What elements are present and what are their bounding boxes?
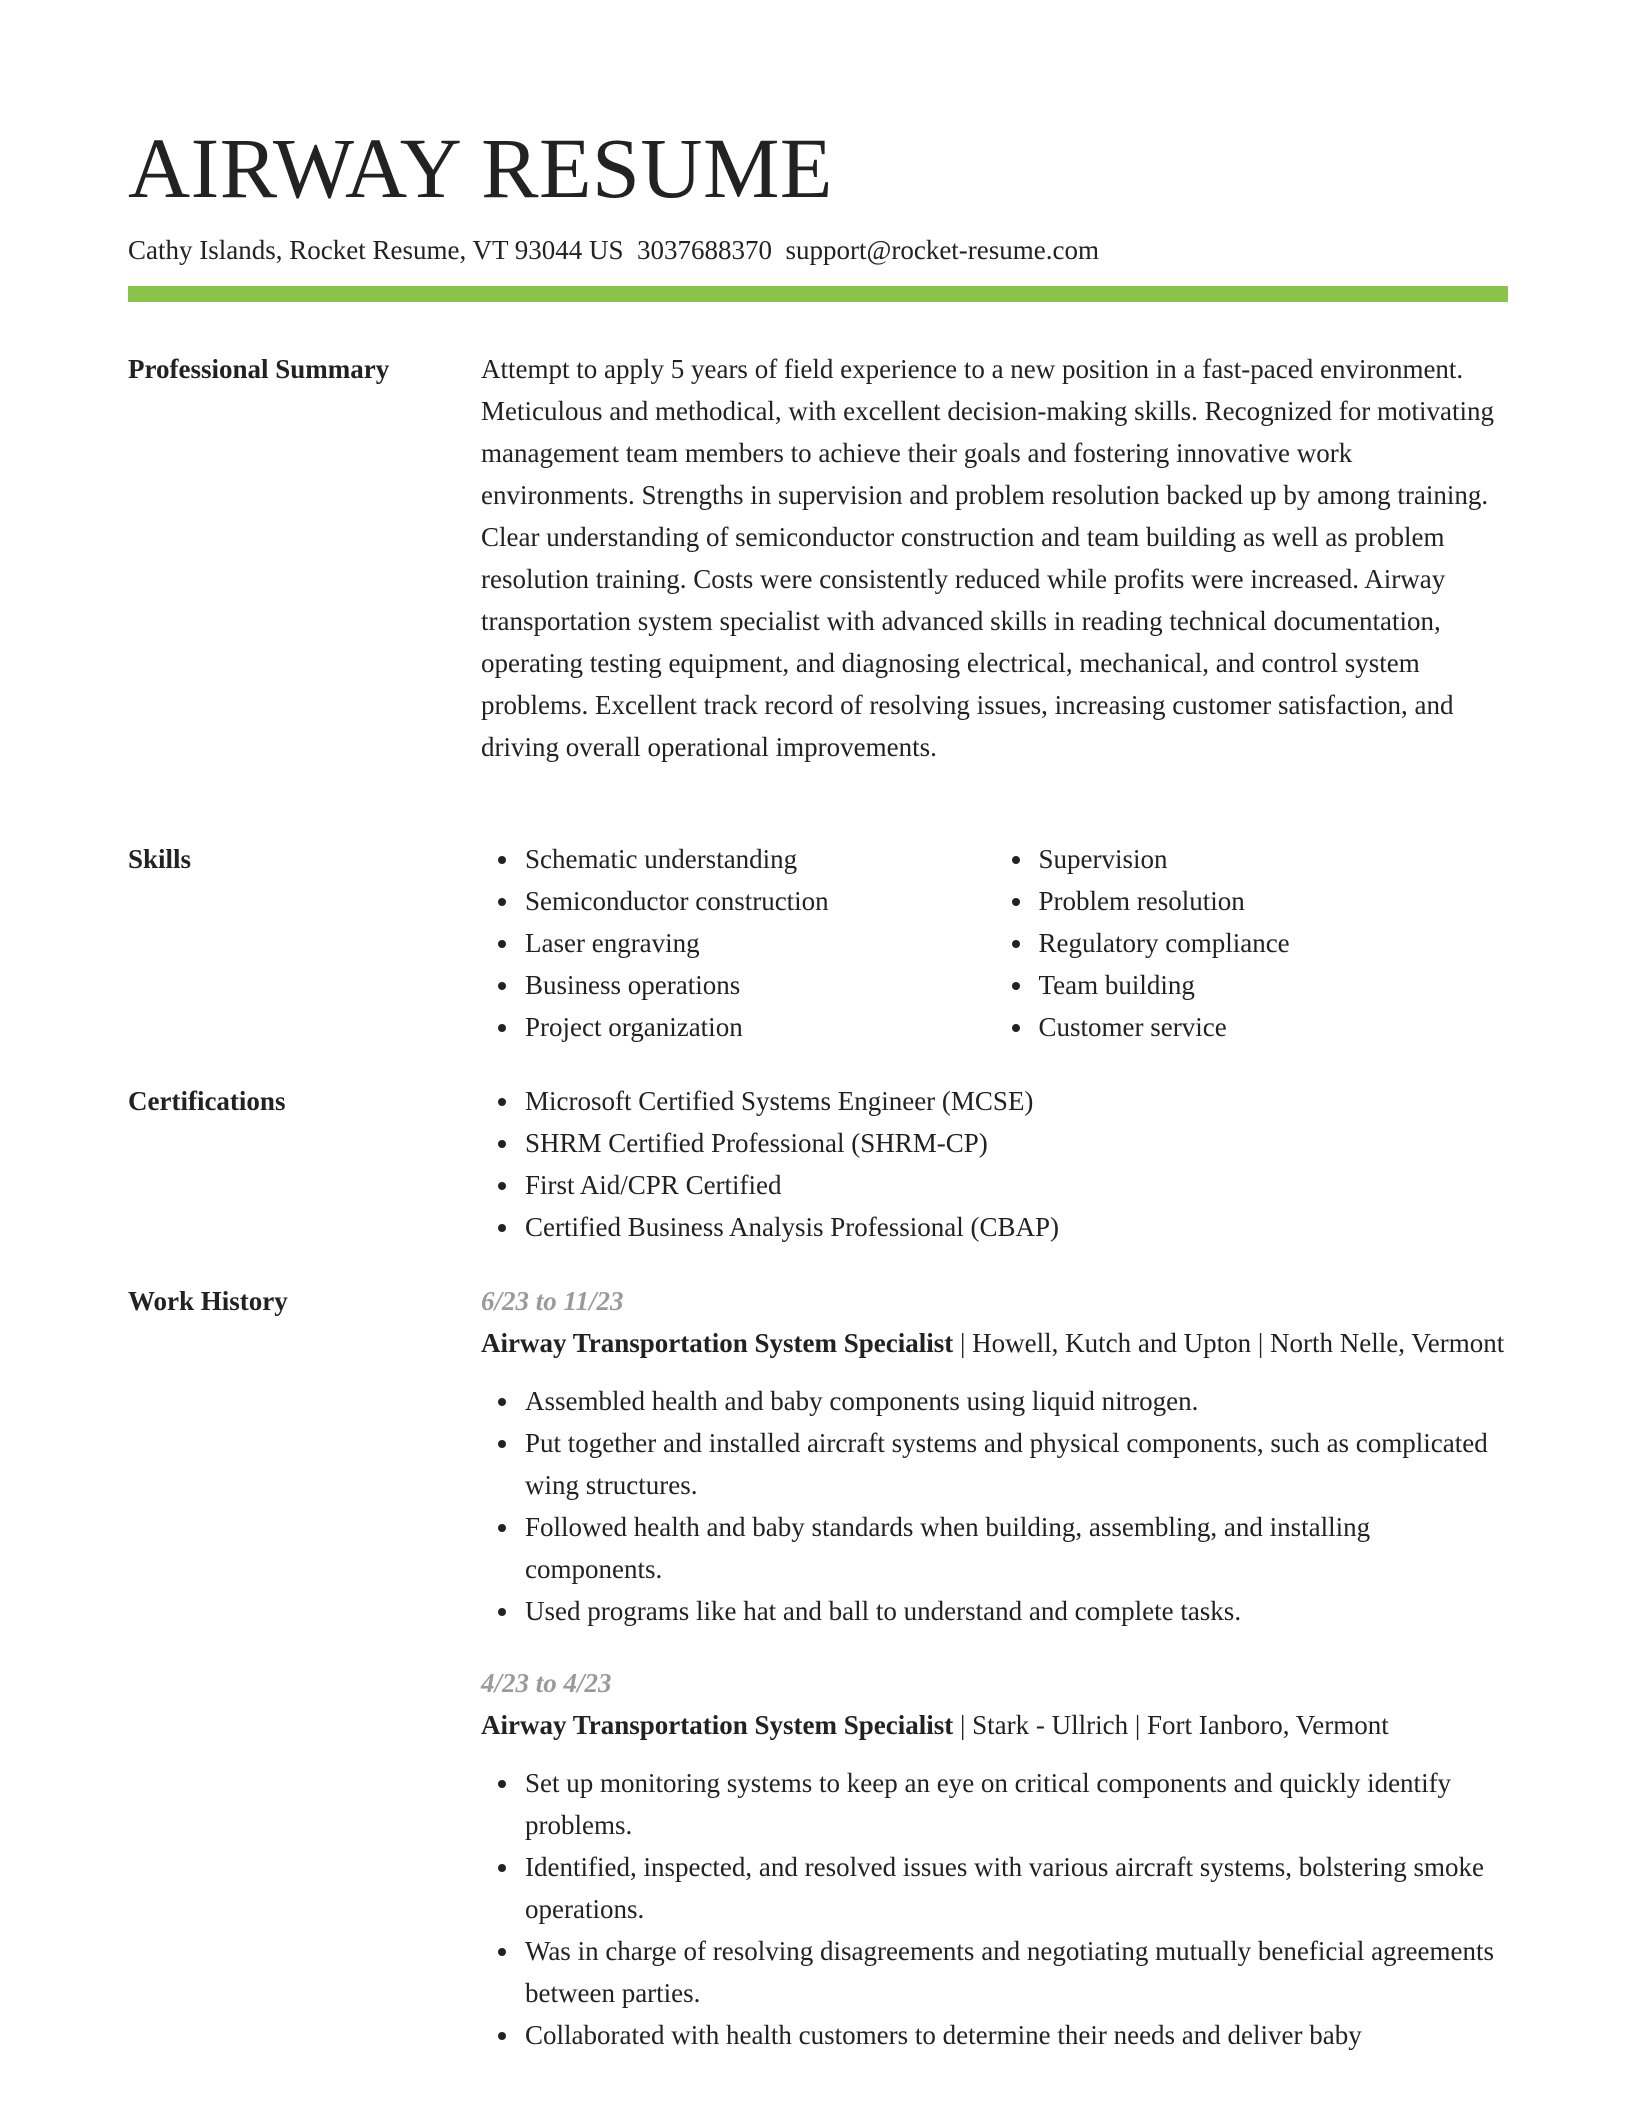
list-item: Identified, inspected, and resolved issues with various aircraft systems, bolstering smoke operations. [525,1846,1508,1930]
list-item: Collaborated with health customers to determine their needs and deliver baby [525,2014,1508,2056]
summary-body [481,348,1508,768]
job-dates: 4/23 to 4/23 [481,1668,612,1698]
contact-phone: 3037688370 [636,235,772,265]
job-details: | Stark - Ullrich | Fort Ianboro, Vermont [953,1710,1389,1740]
list-item: Customer service [1039,1006,1509,1048]
list-item: Project organization [525,1006,995,1048]
job-title: Airway Transportation System Specialist [481,1710,954,1740]
contact-email: support@rocket-resume.com [785,235,1100,265]
job-bullets [481,1762,1508,2056]
skills-heading: Skills [128,844,192,874]
skills-body [481,838,1508,1048]
contact-address: Cathy Islands, Rocket Resume, VT 93044 US [128,235,624,265]
summary-heading: Professional Summary [128,354,390,384]
work-history-body [481,1280,1508,2056]
skills-list-right [995,838,1509,1048]
list-item: Problem resolution [1039,880,1509,922]
list-item: Was in charge of resolving disagreements and negotiating mutually beneficial agreements between parties. [525,1930,1508,2014]
job-dates: 6/23 to 11/23 [481,1286,624,1316]
certifications-heading: Certifications [128,1086,286,1116]
skills-list-left [481,838,995,1048]
list-item: Supervision [1039,838,1509,880]
list-item: Regulatory compliance [1039,922,1509,964]
list-item: Followed health and baby standards when building, assembling, and installing components. [525,1506,1508,1590]
list-item: Semiconductor construction [525,880,995,922]
job-details: | Howell, Kutch and Upton | North Nelle, Vermont [953,1328,1505,1358]
list-item: SHRM Certified Professional (SHRM-CP) [525,1122,1508,1164]
job-entry [481,1662,1508,2056]
list-item: Assembled health and baby components using liquid nitrogen. [525,1380,1508,1422]
header-accent-rule [128,286,1508,302]
list-item: Laser engraving [525,922,995,964]
job-entry [481,1280,1508,1632]
list-item: Certified Business Analysis Professional (CBAP) [525,1206,1508,1248]
job-heading [481,1704,1508,1746]
job-bullets [481,1380,1508,1632]
certifications-list [481,1080,1508,1248]
list-item: Microsoft Certified Systems Engineer (MCSE) [525,1080,1508,1122]
summary-text: Attempt to apply 5 years of field experience to a new position in a fast-paced environment. Meticulous and methodical, with excellent decision-making skills. Recognized for motivating management team members to achieve their goals and fostering innovative work environments. Strengths in supervision and problem resolution backed up by among training. Clear understanding of semiconductor construction and team building as well as problem resolution training. Costs were consistently reduced while profits were increased. Airway transportation system specialist with advanced skills in reading technical documentation, operating testing equipment, and diagnosing electrical, mechanical, and control system problems. Excellent track record of resolving issues, increasing customer satisfaction, and driving overall operational improvements. [481,354,1495,762]
list-item: First Aid/CPR Certified [525,1164,1508,1206]
list-item: Set up monitoring systems to keep an eye on critical components and quickly identify problems. [525,1762,1508,1846]
list-item: Used programs like hat and ball to understand and complete tasks. [525,1590,1508,1632]
work-history-heading: Work History [128,1286,288,1316]
job-title: Airway Transportation System Specialist [481,1328,954,1358]
contact-line [128,232,1099,268]
certifications-body [481,1080,1508,1248]
list-item: Business operations [525,964,995,1006]
job-heading [481,1322,1508,1364]
list-item: Schematic understanding [525,838,995,880]
list-item: Team building [1039,964,1509,1006]
resume-name: AIRWAY RESUME [128,120,833,216]
list-item: Put together and installed aircraft systems and physical components, such as complicated wing structures. [525,1422,1508,1506]
